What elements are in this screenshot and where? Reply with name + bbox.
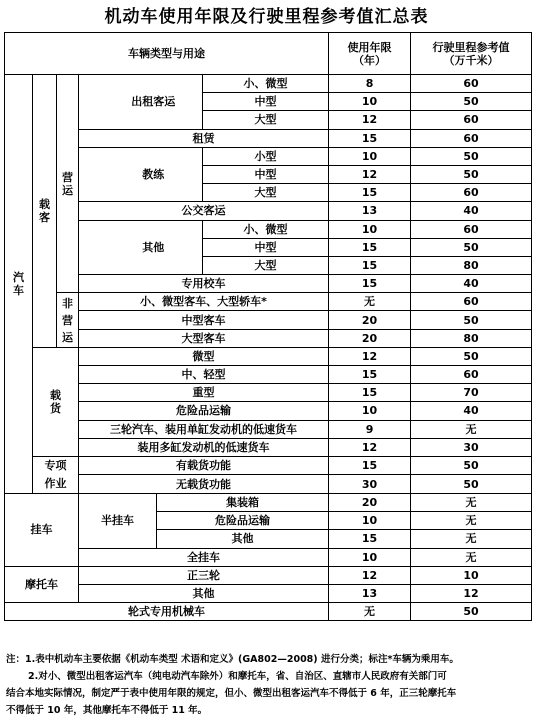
table-row [5,202,532,220]
row-label: 重型 [79,384,329,402]
table-row [5,603,532,621]
years-cell: 9 [329,420,411,438]
row-label: 其他 [157,530,329,548]
table-row [5,129,532,147]
km-cell: 60 [411,129,532,147]
years-cell: 10 [329,512,411,530]
table-row [5,420,532,438]
years-cell: 13 [329,584,411,602]
km-cell: 50 [411,475,532,494]
label-lease: 租赁 [79,129,329,147]
years-cell: 15 [329,238,411,256]
km-cell: 40 [411,202,532,220]
row-label: 三轮汽车、装用单缸发动机的低速货车 [79,420,329,438]
years-cell: 15 [329,256,411,274]
years-cell: 20 [329,311,411,329]
row-label: 小、微型 [203,75,329,93]
label-semi-trailer: 半挂车 [79,493,157,548]
label-coach: 教练 [105,147,203,202]
row-label: 有载货功能 [79,456,329,475]
years-cell: 12 [329,566,411,584]
label-automobile: 汽 车 [5,75,33,494]
table-row [5,366,532,384]
footnotes [6,651,529,719]
row-label: 轮式专用机械车 [5,603,329,621]
label-special-operation: 专项 作业 [33,456,79,493]
years-cell: 12 [329,438,411,456]
row-label: 大型 [203,184,329,202]
years-cell: 15 [329,384,411,402]
table-row [5,347,532,365]
row-label: 大型客车 [79,329,329,347]
row-label: 正三轮 [79,566,329,584]
years-cell: 12 [329,165,411,183]
table-row [5,75,532,93]
years-cell: 20 [329,493,411,511]
years-cell: 8 [329,75,411,93]
table-row [5,220,532,238]
header-type: 车辆类型与用途 [5,33,329,75]
km-cell: 无 [411,493,532,511]
row-label: 大型 [203,111,329,129]
row-label: 中型客车 [79,311,329,329]
years-cell: 15 [329,129,411,147]
table-row [5,311,532,329]
km-cell: 无 [411,548,532,566]
label-motorcycle: 摩托车 [5,566,79,602]
years-cell: 15 [329,184,411,202]
km-cell: 60 [411,293,532,311]
table-row [5,329,532,347]
table-row [5,566,532,584]
row-label: 其他 [79,584,329,602]
table-row [5,584,532,602]
row-label: 中型 [203,93,329,111]
years-cell: 10 [329,402,411,420]
row-label: 危险品运输 [157,512,329,530]
years-cell: 12 [329,111,411,129]
km-cell: 50 [411,165,532,183]
years-cell: 无 [329,293,411,311]
years-cell: 10 [329,220,411,238]
header-km: 行驶里程参考值 （万千米） [411,33,532,75]
row-label: 全挂车 [79,548,329,566]
km-cell: 10 [411,566,532,584]
years-cell: 10 [329,147,411,165]
row-label: 集装箱 [157,493,329,511]
table-row [5,147,532,165]
table-row [5,456,532,475]
years-cell: 20 [329,329,411,347]
km-cell: 70 [411,384,532,402]
row-label: 小、微型客车、大型轿车* [79,293,329,311]
km-cell: 50 [411,147,532,165]
footnote-line: 不得低于 10 年，其他摩托车不得低于 11 年。 [6,705,208,716]
km-cell: 无 [411,420,532,438]
km-cell: 无 [411,530,532,548]
footnote-line: 2.对小、微型出租客运汽车（纯电动汽车除外）和摩托车，省、自治区、直辖市人民政府有关部门可 [28,671,447,682]
row-label: 大型 [203,256,329,274]
row-label: 中、轻型 [79,366,329,384]
table-row [5,475,532,494]
km-cell: 50 [411,238,532,256]
footnote-line: 注：1.表中机动车主要依据《机动车类型 术语和定义》(GA802—2008) 进行分类；标注*车辆为乘用车。 [6,654,459,665]
years-cell: 13 [329,202,411,220]
table-row [5,548,532,566]
table-row [5,438,532,456]
footnote-line: 结合本地实际情况，制定严于表中使用年限的规定，但小、微型出租客运汽车不得低于 6 年，正三轮摩托车 [6,688,457,699]
table-header [5,33,532,75]
label-taxi: 出租客运 [105,75,203,130]
years-cell: 15 [329,530,411,548]
km-cell: 60 [411,75,532,93]
km-cell: 50 [411,311,532,329]
table-row [5,384,532,402]
table-row [5,402,532,420]
years-cell: 10 [329,548,411,566]
years-cell: 12 [329,347,411,365]
years-cell: 15 [329,456,411,475]
row-label: 无载货功能 [79,475,329,494]
row-label: 小、微型 [203,220,329,238]
label-trailer: 挂车 [5,493,79,566]
years-cell: 15 [329,275,411,293]
table-row [5,493,532,511]
km-cell: 50 [411,456,532,475]
km-cell: 50 [411,603,532,621]
page-title: 机动车使用年限及行驶里程参考值汇总表 [104,7,429,27]
km-cell: 60 [411,220,532,238]
km-cell: 80 [411,329,532,347]
row-label: 中型 [203,165,329,183]
km-cell: 无 [411,512,532,530]
header-years: 使用年限 （年） [329,33,411,75]
row-label: 中型 [203,238,329,256]
years-cell: 10 [329,93,411,111]
row-label: 装用多缸发动机的低速货车 [79,438,329,456]
label-school-bus: 专用校车 [79,275,329,293]
vehicle-table [4,32,532,621]
label-bus: 公交客运 [79,202,329,220]
label-other: 其他 [105,220,203,275]
table-row [5,293,532,311]
km-cell: 60 [411,111,532,129]
table-row [5,275,532,293]
km-cell: 40 [411,402,532,420]
row-label: 小型 [203,147,329,165]
row-label: 微型 [79,347,329,365]
km-cell: 12 [411,584,532,602]
label-passenger: 载 客 [33,75,57,348]
km-cell: 50 [411,347,532,365]
km-cell: 30 [411,438,532,456]
label-commercial: 营 运 [57,75,79,293]
label-cargo: 载 货 [33,347,79,456]
km-cell: 60 [411,184,532,202]
label-non-commercial: 非 营 运 [57,293,79,348]
km-cell: 80 [411,256,532,274]
km-cell: 60 [411,366,532,384]
years-cell: 15 [329,366,411,384]
km-cell: 50 [411,93,532,111]
years-cell: 无 [329,603,411,621]
row-label: 危险品运输 [79,402,329,420]
years-cell: 30 [329,475,411,494]
km-cell: 40 [411,275,532,293]
